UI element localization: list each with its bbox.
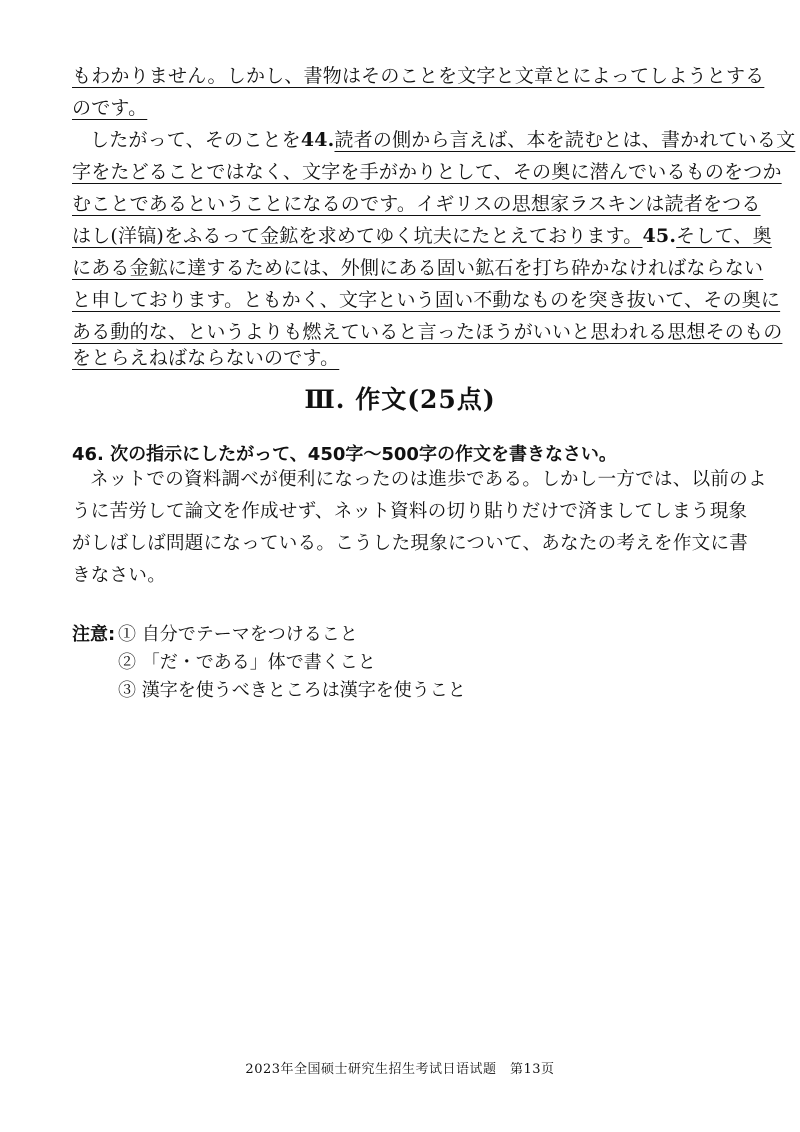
task-prompt: 46. 次の指示にしたがって、450字～500字の作文を書きなさい。 (72, 444, 617, 465)
note-item: ① 自分でテーマをつけること (118, 624, 358, 645)
underlined-text: もわかりません。しかし、書物はそのことを文字と文章とによってしようとする (72, 65, 765, 87)
question-number-44: 44. (300, 129, 335, 151)
passage-line-8 (72, 286, 780, 314)
underlined-text: むことであるということになるのです。イギリスの思想家ラスキンは読者をつる (72, 193, 761, 215)
passage-line-7 (72, 254, 763, 282)
underlined-text: 読者の側から言えば、本を読むとは、書かれている文 (334, 129, 796, 151)
passage-line-5 (72, 190, 761, 218)
underlined-text: そして、奥 (676, 225, 772, 247)
underlined-text: をとらえねばならないのです。 (72, 347, 340, 369)
underlined-text: ある動的な、というよりも燃えていると言ったほうがいいと思われる思想そのもの (72, 321, 783, 343)
page-footer: 2023年全国硕士研究生招生考试日语试题 第13页 (245, 1062, 555, 1077)
notes-heading (72, 620, 115, 646)
notes-label: 注意: (72, 624, 116, 645)
passage-line-4 (72, 158, 782, 186)
plain-text: したがって、そのことを (90, 129, 301, 151)
underlined-text: はし(洋镐)をふるって金鉱を求めてゆく坑夫にたとえております。 (72, 225, 643, 247)
underlined-text: 字をたどることではなく、文字を手がかりとして、その奥に潜んでいるものをつか (72, 161, 782, 183)
underlined-text: のです。 (72, 97, 148, 119)
passage-line-10 (72, 344, 339, 372)
passage-line-2 (72, 94, 147, 122)
note-item: ② 「だ・である」体で書くこと (118, 652, 376, 673)
note-item: ③ 漢字を使うべきところは漢字を使うこと (118, 680, 466, 701)
passage-line-1 (72, 62, 764, 90)
task-body-line: きなさい。 (72, 565, 167, 586)
task-body-line: うに苦労して論文を作成せず、ネット資料の切り貼りだけで済ましてしまう現象 (72, 501, 748, 522)
task-body-line: がしばしば問題になっている。こうした現象について、あなたの考えを作文に書 (72, 533, 749, 554)
underlined-text: と申しております。ともかく、文字という固い不動なものを突き抜いて、その奥に (72, 289, 781, 311)
underlined-text: にある金鉱に達するためには、外側にある固い鉱石を打ち砕かなければならない (72, 257, 764, 279)
passage-line-9 (72, 318, 782, 346)
question-number-45: 45. (642, 225, 677, 247)
passage-line-6 (72, 222, 772, 250)
task-body-line: ネットでの資料調べが便利になったのは進歩である。しかし一方では、以前のよ (90, 469, 767, 490)
passage-line-3 (90, 126, 795, 154)
section-title: Ⅲ. 作文(25点) (304, 385, 496, 414)
